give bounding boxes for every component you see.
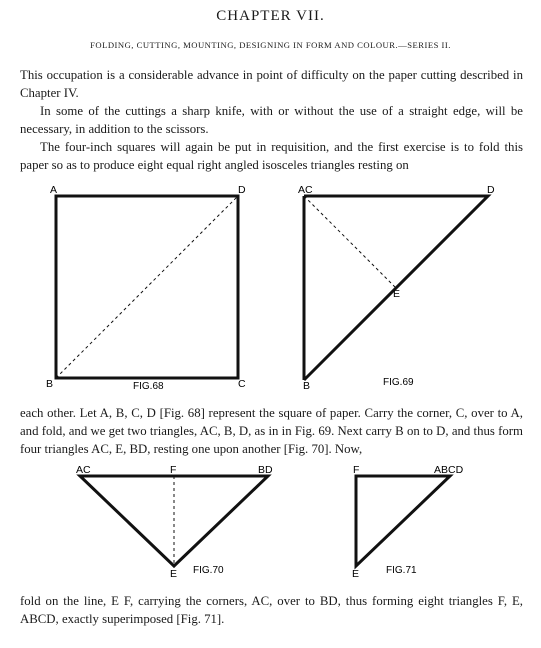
fig71-label-abcd: ABCD	[434, 464, 464, 476]
paragraph-5: fold on the line, E F, carrying the corners, AC, over to BD, thus forming eight triangles F, E, ABCD, exactly superimposed [Fig. 71].	[20, 594, 523, 626]
fig71-triangle	[356, 476, 450, 566]
figure-71	[356, 476, 450, 566]
fig68-label-a: A	[50, 184, 58, 196]
fig69-label-e: E	[393, 288, 401, 300]
fig68-caption: FIG.68	[133, 381, 164, 392]
fig69-caption: FIG.69	[383, 377, 414, 388]
fig68-label-b: B	[46, 378, 54, 390]
fig70-label-f: F	[170, 464, 177, 476]
chapter-subtitle: FOLDING, CUTTING, MOUNTING, DESIGNING IN FORM AND COLOUR.—SERIES II.	[90, 40, 451, 50]
fig70-label-bd: BD	[258, 464, 273, 476]
fig70-caption: FIG.70	[193, 565, 224, 576]
paragraph-3: The four-inch squares will again be put in requisition, and the first exercise is to fold this paper so as to produce eight equal right angled isosceles triangles resting on	[20, 140, 523, 172]
fig69-label-ac: AC	[298, 184, 313, 196]
paragraph-4: each other. Let A, B, C, D [Fig. 68] represent the square of paper. Carry the corner, C, over to A, and fold, and we get two triangles, AC, B, D, as in in Fig. 69. Next carry B on to D, and thus form four triangles AC, E, BD, resting one upon another [Fig. 70]. Now,	[20, 406, 523, 456]
fig69-label-b: B	[303, 380, 311, 392]
fig69-label-d: D	[487, 184, 495, 196]
fig68-label-c: C	[238, 378, 246, 390]
paragraph-2: In some of the cuttings a sharp knife, with or without the use of a straight edge, will be necessary, in addition to the scissors.	[20, 104, 523, 136]
fig71-caption: FIG.71	[386, 565, 417, 576]
fig70-label-ac: AC	[76, 464, 91, 476]
figure-70	[80, 476, 268, 566]
fig68-label-d: D	[238, 184, 246, 196]
fig71-label-f: F	[353, 464, 360, 476]
fig70-label-e: E	[170, 568, 178, 580]
fig71-label-e: E	[352, 568, 360, 580]
paragraph-1: This occupation is a considerable advance in point of difficulty on the paper cutting described in Chapter IV.	[20, 68, 523, 100]
chapter-title: CHAPTER VII.	[216, 8, 325, 24]
